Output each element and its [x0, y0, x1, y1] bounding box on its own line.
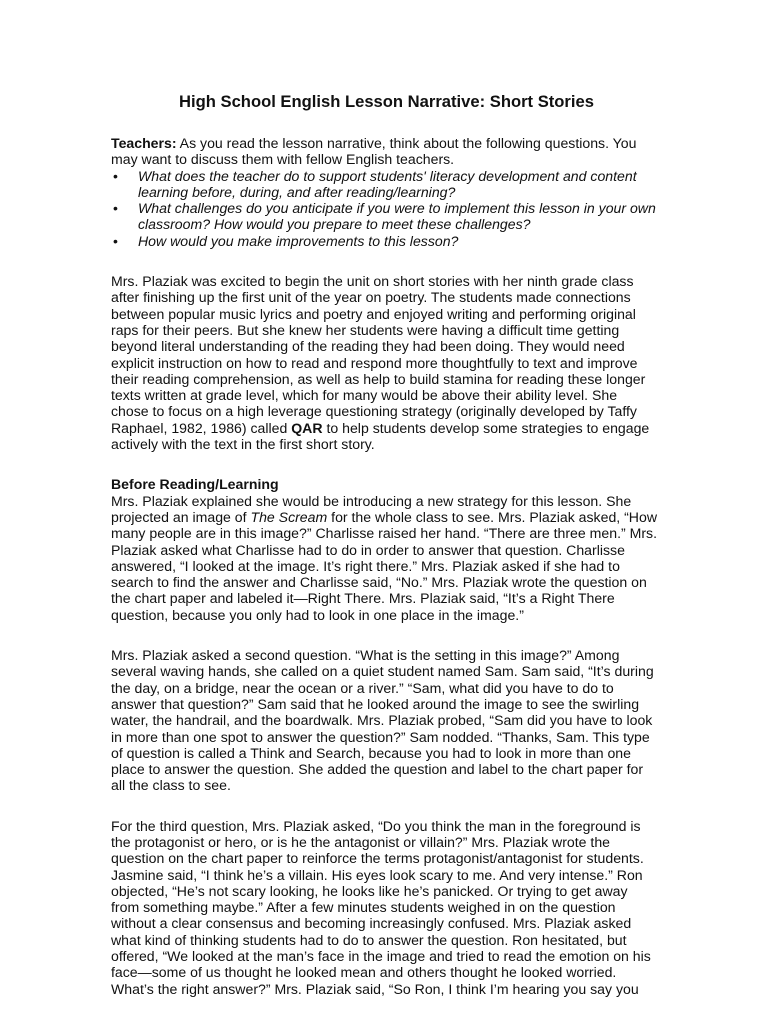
artwork-title: The Scream — [250, 508, 328, 525]
document-title: High School English Lesson Narrative: Short Stories — [179, 92, 594, 111]
teachers-label: Teachers: — [111, 135, 177, 151]
bullet-icon: • — [113, 167, 118, 184]
bullet-icon: • — [113, 200, 118, 217]
question-item: • How would you make improvements to this lesson? — [113, 232, 459, 249]
second-question-paragraph: Mrs. Plaziak asked a second question. “What is the setting in this image?” Among several waving hands, she called on a quiet student named Sam. Sam said, “It’s during the day, on a bridge, near the ocean or a river.” “Sam, what did you have to do to answer that question?” Sam said that he looked around the image to see the swirling water, the handrail, and the boardwalk. Mrs. Plaziak probed, “Sam did you have to look in more than one spot to answer the question?” Sam nodded. “Thanks, Sam. This type of question is called a Think and Search, because you had to look in more than one place to answer the question. She added the question and label to the chart paper for all the class to see. — [111, 647, 654, 794]
section-heading-before-reading: Before Reading/Learning — [111, 476, 279, 493]
question-item: • What does the teacher do to support students' literacy development and content learning before, during, and after reading/learning? — [113, 167, 637, 200]
teachers-note — [111, 135, 658, 168]
intro-paragraph: Mrs. Plaziak was excited to begin the unit on short stories with her ninth grade class after finishing up the first unit of the year on poetry. The students made connections between popular music lyrics and poetry and enjoyed writing and performing original raps for their peers. But she knew her students were having a difficult time getting beyond literal understanding of the reading they had been doing. They would need explicit instruction on how to read and respond more thoughtfully to text and improve their reading comprehension, as well as help to build stamina for reading these longer texts written at grade level, which for many would be above their ability level. She chose to focus on a high leverage questioning strategy (originally developed by Taffy Raphael, 1982, 1986) called QAR to help students develop some strategies to engage actively with the text in the first short story. — [111, 273, 650, 453]
bullet-icon: • — [113, 232, 118, 249]
teachers-text: As you read the lesson narrative, think about the following questions. You may want to discuss them with fellow English teachers. — [111, 135, 637, 168]
qar-term: QAR — [291, 419, 323, 436]
third-question-paragraph: For the third question, Mrs. Plaziak asked, “Do you think the man in the foreground is the protagonist or hero, or is he the antagonist or villain?” Mrs. Plaziak wrote the question on the chart paper to reinforce the terms protagonist/antagonist for students. Jasmine said, “I think he’s a villain. His eyes look scary to me. And very intense.” Ron objected, “He’s not scary looking, he looks like he’s panicked. Or trying to get away from something maybe.” After a few minutes students weighed in on the question without a clear consensus and becoming increasingly confused. Mrs. Plaziak asked what kind of thinking students had to do to answer the question. Ron hesitated, but offered, “We looked at the man’s face in the image and tried to read the emotion on his face—some of us thought he looked mean and others thought he looked worried. What’s the right answer?” Mrs. Plaziak said, “So Ron, I think I’m hearing you say you — [111, 817, 651, 997]
before-reading-paragraph: Mrs. Plaziak explained she would be introducing a new strategy for this lesson. She projected an image of The Scream for the whole class to see. Mrs. Plaziak asked, “How many people are in this image?” Charlisse raised her hand. “There are three men.” Mrs. Plaziak asked what Charlisse had to do in order to answer that question. Charlisse answered, “I looked at the image. It’s right there.” Mrs. Plaziak asked if she had to search to find the answer and Charlisse said, “No.” Mrs. Plaziak wrote the question on the chart paper and labeled it—Right There. Mrs. Plaziak said, “It’s a Right There question, because you only had to look in one place in the image.” — [111, 492, 657, 623]
question-item: • What challenges do you anticipate if you were to implement this lesson in your own classroom? How would you prepare to meet these challenges? — [113, 200, 656, 233]
reflection-questions — [111, 168, 658, 249]
